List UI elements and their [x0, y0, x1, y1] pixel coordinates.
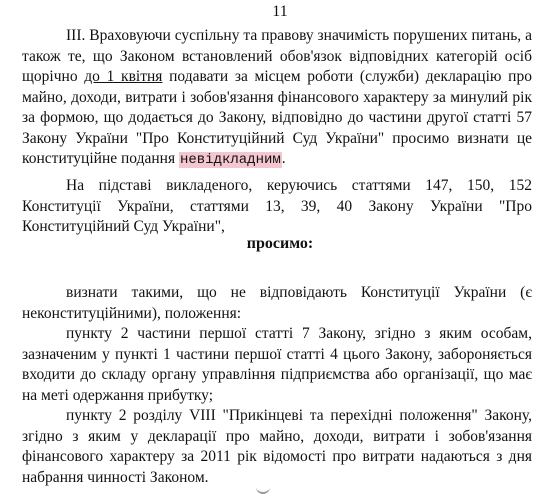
- paragraph-legal-basis: На підставі викладеного, керуючись статтями 147, 150, 152 Конституції України, статтями 13, 39, 40 Закону України "Про Конституційний Суд України",: [22, 177, 532, 235]
- paragraph-declare-unconstitutional: визнати такими, що не відповідають Конституції України (є неконституційними), положення:: [22, 284, 532, 322]
- paragraph1-text-start: III. Враховуючи суспільну та правову значимість порушених питань, а також те, що Законом встановлений обов'язок відповідних категорій осіб щорічно: [22, 27, 532, 85]
- paragraph1-text-end: .: [281, 150, 286, 167]
- paragraph-provision-1: пункту 2 частини першої статті 7 Закону, згідно з яким особам, зазначеним у пункті 1 частини першої статті 4 цього Закону, забороняється входити до складу органу управління підприємства або організації, що має на меті одержання прибутку;: [22, 325, 532, 404]
- deadline-underlined: до 1 квітня: [84, 68, 163, 85]
- page-number: 11: [272, 3, 288, 20]
- paragraph-urgency-request: [22, 26, 532, 171]
- urgent-highlight: невідкладним: [179, 152, 281, 168]
- scan-mark: [256, 484, 270, 494]
- paragraph-provision-2: пункту 2 розділу VIII "Прикінцеві та перехідні положення" Закону, згідно з яким у декларації про майно, доходи, витрати і зобов'язання фінансового характеру за 2011 рік відомості про витрати надаються з дня набрання чинності Законом.: [22, 407, 532, 486]
- request-heading: просимо:: [246, 235, 314, 252]
- paragraph1-text-middle: подавати за місцем роботи (служби) декларацію про майно, доходи, витрати і зобов'язання фінансового характеру за минулий рік за формою, що додається до Закону, відповідно до частини другої статті 57 Закону України "Про Конституційний Суд України" просимо визнати це конституційне подання: [22, 68, 532, 167]
